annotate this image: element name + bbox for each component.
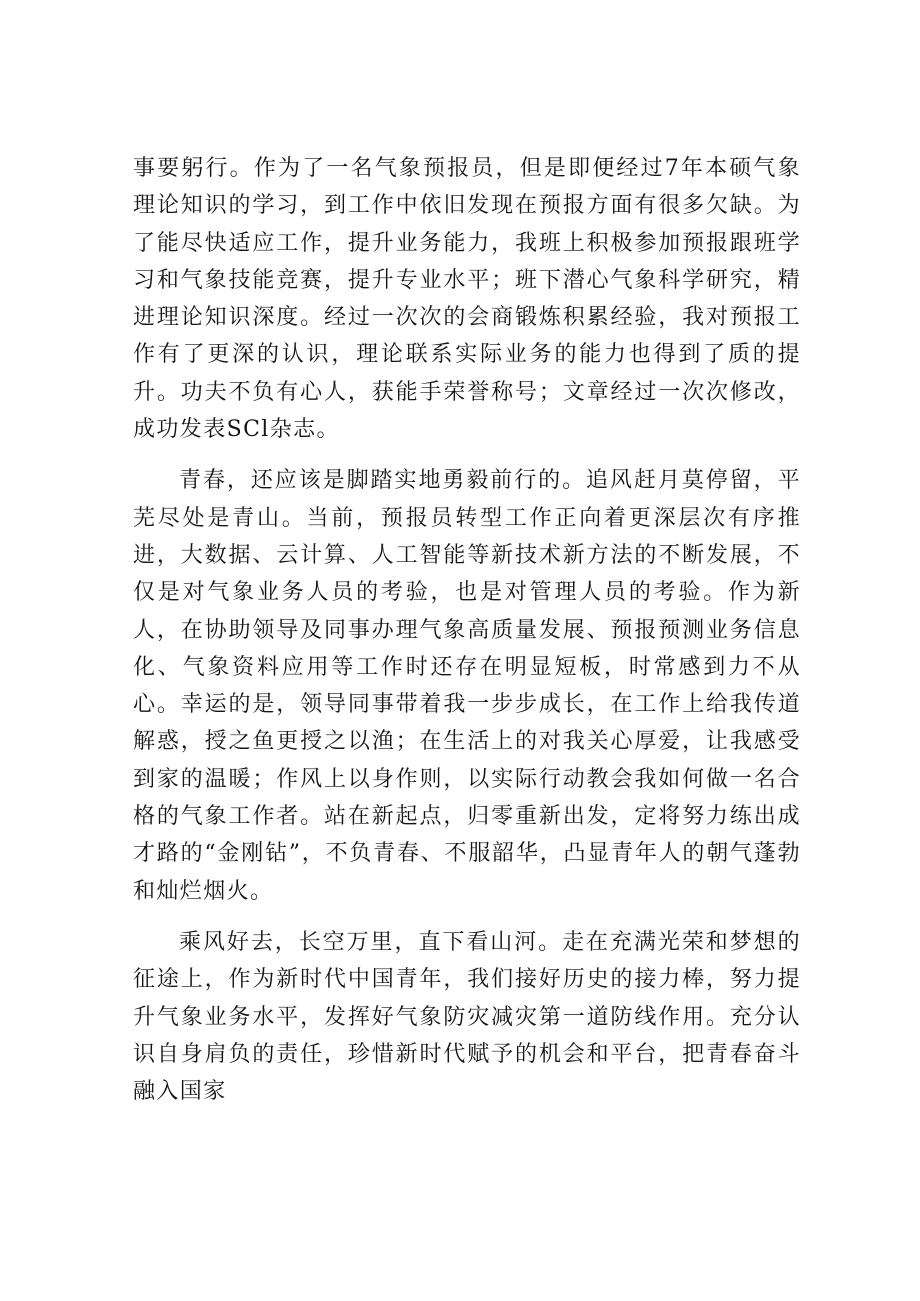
paragraph-2: 青春，还应该是脚踏实地勇毅前行的。追风赶月莫停留，平芜尽处是青山。当前，预报员转型工作正向着更深层次有序推进，大数据、云计算、人工智能等新技术新方法的不断发展，不仅是对气象业务人员的考验，也是对管理人员的考验。作为新人，在协助领导及同事办理气象高质量发展、预报预测业务信息化、气象资料应用等工作时还存在明显短板，时常感到力不从心。幸运的是，领导同事带着我一步步成长，在工作上给我传道解惑，授之鱼更授之以渔；在生活上的对我关心厚爱，让我感受到家的温暖；作风上以身作则，以实际行动教会我如何做一名合格的气象工作者。站在新起点，归零重新出发，定将努力练出成才路的“金刚钻”，不负青春、不服韶华，凸显青年人的朝气蓬勃和灿烂烟火。: [133, 468, 801, 904]
paragraph-1: 事要躬行。作为了一名气象预报员，但是即便经过7年本硕气象理论知识的学习，到工作中依旧发现在预报方面有很多欠缺。为了能尽快适应工作，提升业务能力，我班上积极参加预报跟班学习和气象技能竞赛，提升专业水平；班下潜心气象科学研究，精进理论知识深度。经过一次次的会商锻炼积累经验，我对预报工作有了更深的认识，理论联系实际业务的能力也得到了质的提升。功夫不负有心人，获能手荣誉称号；文章经过一次次修改，成功发表SCl杂志。: [133, 156, 801, 443]
paragraph-3: 乘风好去，长空万里，直下看山河。走在充满光荣和梦想的征途上，作为新时代中国青年，我们接好历史的接力棒，努力提升气象业务水平，发挥好气象防灾减灾第一道防线作用。充分认识自身肩负的责任，珍惜新时代赋予的机会和平台，把青春奋斗融入国家: [133, 929, 801, 1105]
document-body: [133, 150, 801, 1110]
